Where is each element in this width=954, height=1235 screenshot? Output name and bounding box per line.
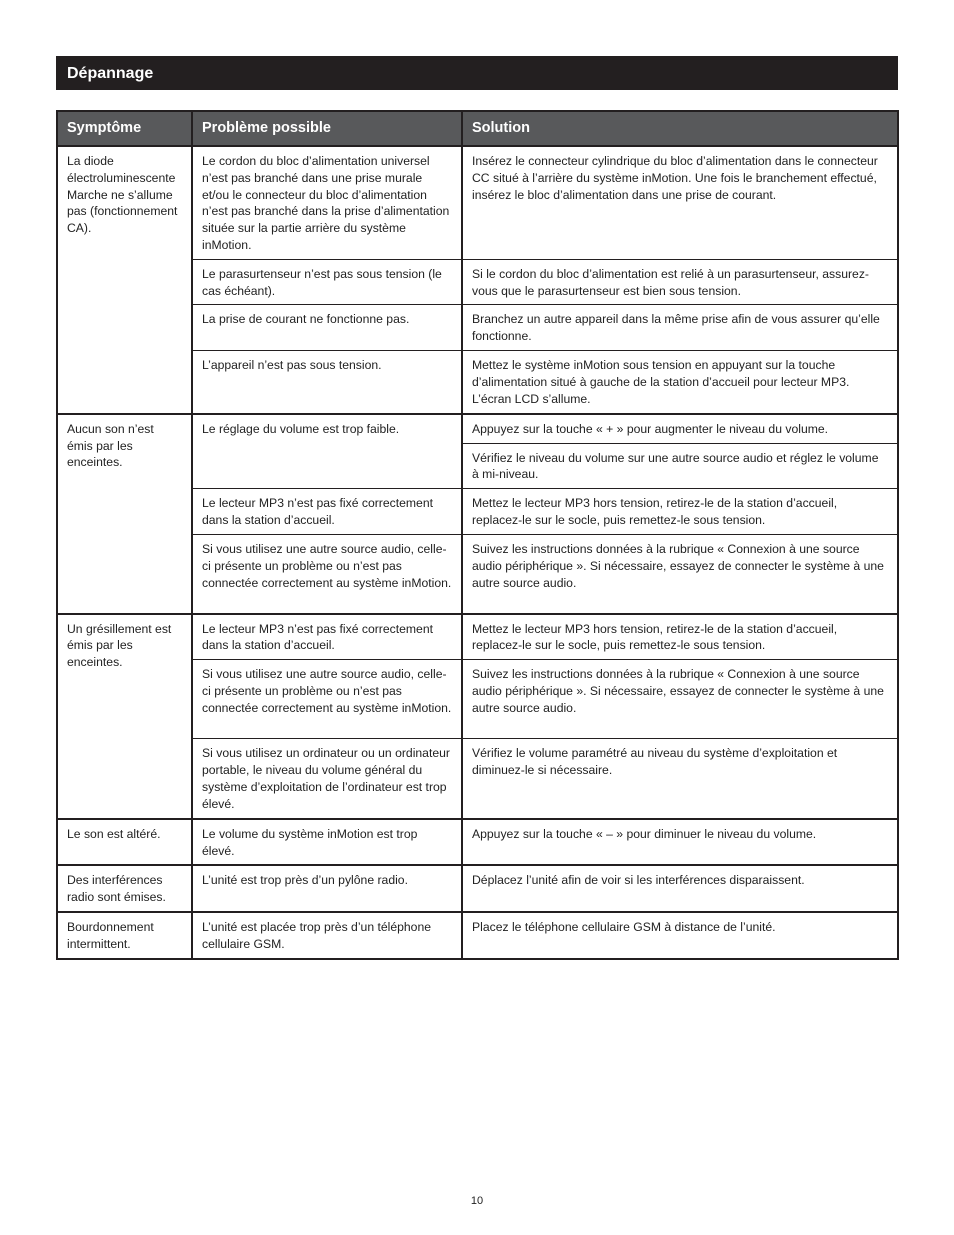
table-row — [57, 146, 898, 259]
solution-cell: Déplacez l’unité afin de voir si les interférences disparaissent. — [462, 865, 898, 912]
symptom-cell: La diode électroluminescente Marche ne s’allume pas (fonctionnement CA). — [57, 146, 192, 414]
page-number: 10 — [470, 1195, 484, 1207]
solution-cell: Appuyez sur la touche « – » pour diminuer le niveau du volume. — [462, 819, 898, 866]
problem-cell: Le parasurtenseur n’est pas sous tension (le cas échéant). — [192, 259, 462, 305]
table-row — [57, 912, 898, 959]
header-problem: Problème possible — [192, 111, 462, 146]
solution-cell: Si le cordon du bloc d’alimentation est relié à un parasurtenseur, assurez-vous que le parasurtenseur est bien sous tension. — [462, 259, 898, 305]
section-title: Dépannage — [56, 56, 898, 90]
problem-cell: L’unité est trop près d’un pylône radio. — [192, 865, 462, 912]
table-row — [57, 819, 898, 866]
problem-cell: La prise de courant ne fonctionne pas. — [192, 305, 462, 351]
table-header-row — [57, 111, 898, 146]
solution-cell: Placez le téléphone cellulaire GSM à distance de l’unité. — [462, 912, 898, 959]
problem-cell: Le cordon du bloc d’alimentation universel n’est pas branché dans une prise murale et/ou le connecteur du bloc d’alimentation n’est pas branché dans la prise d’alimentation située sur la partie arrière du système inMotion. — [192, 146, 462, 259]
problem-cell: Si vous utilisez une autre source audio, celle-ci présente un problème ou n’est pas connectée correctement au système inMotion. — [192, 535, 462, 614]
solution-cell: Mettez le système inMotion sous tension en appuyant sur la touche d’alimentation situé à gauche de la station d’accueil pour lecteur MP3. L’écran LCD s’allume. — [462, 351, 898, 414]
problem-cell: L’unité est placée trop près d’un téléphone cellulaire GSM. — [192, 912, 462, 959]
problem-cell: L’appareil n’est pas sous tension. — [192, 351, 462, 414]
problem-cell: Le lecteur MP3 n’est pas fixé correctement dans la station d’accueil. — [192, 489, 462, 535]
header-solution: Solution — [462, 111, 898, 146]
table-row — [57, 414, 898, 443]
solution-cell: Mettez le lecteur MP3 hors tension, retirez-le de la station d’accueil, replacez-le sur le socle, puis remettez-le sous tension. — [462, 489, 898, 535]
symptom-cell: Un grésillement est émis par les enceintes. — [57, 614, 192, 819]
problem-cell: Le réglage du volume est trop faible. — [192, 414, 462, 489]
problem-cell: Le volume du système inMotion est trop élevé. — [192, 819, 462, 866]
troubleshooting-table — [56, 110, 899, 960]
problem-cell: Le lecteur MP3 n’est pas fixé correctement dans la station d’accueil. — [192, 614, 462, 660]
solution-cell: Branchez un autre appareil dans la même prise afin de vous assurer qu’elle fonctionne. — [462, 305, 898, 351]
symptom-cell: Des interférences radio sont émises. — [57, 865, 192, 912]
problem-cell: Si vous utilisez une autre source audio, celle-ci présente un problème ou n’est pas connectée correctement au système inMotion. — [192, 660, 462, 739]
solution-cell: Suivez les instructions données à la rubrique « Connexion à une source audio périphérique ». Si nécessaire, essayez de connecter le système à une autre source audio. — [462, 535, 898, 614]
solution-cell: Mettez le lecteur MP3 hors tension, retirez-le de la station d’accueil, replacez-le sur le socle, puis remettez-le sous tension. — [462, 614, 898, 660]
header-symptom: Symptôme — [57, 111, 192, 146]
table-row — [57, 614, 898, 660]
table-row — [57, 865, 898, 912]
symptom-cell: Aucun son n’est émis par les enceintes. — [57, 414, 192, 614]
solution-cell: Vérifiez le niveau du volume sur une autre source audio et réglez le volume à mi-niveau. — [462, 443, 898, 489]
solution-cell: Suivez les instructions données à la rubrique « Connexion à une source audio périphérique ». Si nécessaire, essayez de connecter le système à une autre source audio. — [462, 660, 898, 739]
solution-cell: Insérez le connecteur cylindrique du bloc d’alimentation dans le connecteur CC situé à l’arrière du système inMotion. Une fois le branchement effectué, insérez le bloc d’alimentation dans une prise de courant. — [462, 146, 898, 259]
symptom-cell: Le son est altéré. — [57, 819, 192, 866]
symptom-cell: Bourdonnement intermittent. — [57, 912, 192, 959]
solution-cell: Vérifiez le volume paramétré au niveau du système d’exploitation et diminuez-le si nécessaire. — [462, 739, 898, 819]
solution-cell: Appuyez sur la touche « + » pour augmenter le niveau du volume. — [462, 414, 898, 443]
problem-cell: Si vous utilisez un ordinateur ou un ordinateur portable, le niveau du volume général du système d’exploitation de l’ordinateur est trop élevé. — [192, 739, 462, 819]
